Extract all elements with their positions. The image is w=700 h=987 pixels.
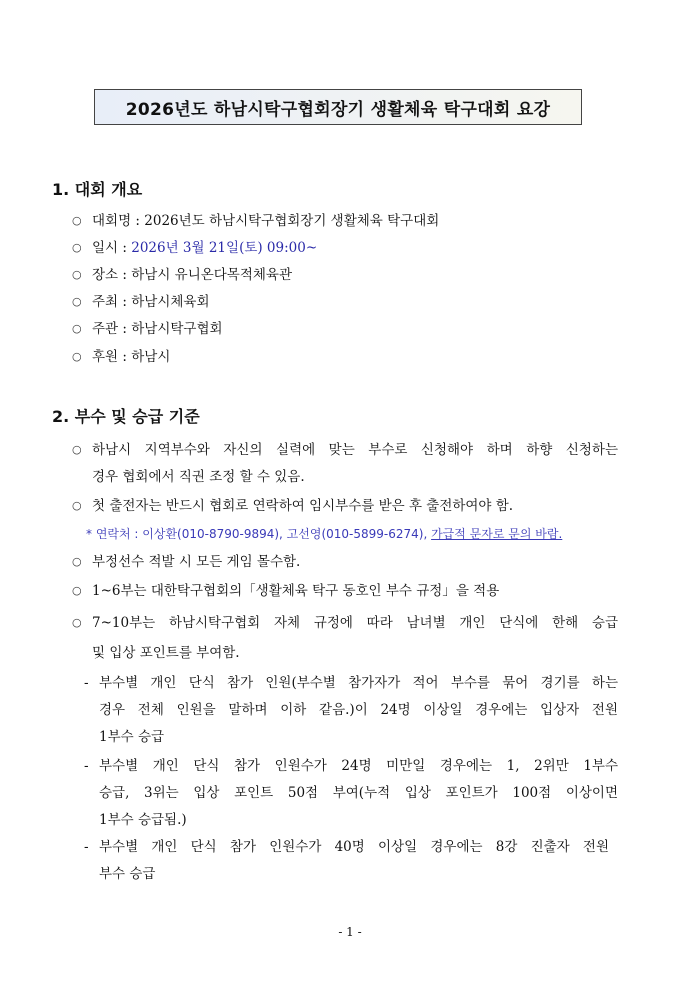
bullet-icon: ○ [72, 295, 82, 308]
dash-marker: - [84, 675, 89, 691]
document-title: 2026년도 하남시탁구협회장기 생활체육 탁구대회 요강 [94, 89, 582, 125]
bullet-icon: ○ [72, 584, 82, 597]
overview-item [92, 239, 317, 257]
paragraph-line: 하남시 지역부수와 자신의 실력에 맞는 부수로 신청해야 하며 하향 신청하는 [92, 442, 618, 458]
bullet-icon: ○ [72, 350, 82, 363]
contact-text: * 연락처 : 이상환(010-8790-9894), 고선영(010-5899-6274), [86, 527, 432, 541]
paragraph-line: 7~10부는 하남시탁구협회 자체 규정에 따라 남녀별 개인 단식에 한해 승급 [92, 615, 618, 631]
item-label: 일시 [92, 240, 119, 256]
item-label: 장소 [92, 267, 119, 283]
page-number: - 1 - [338, 925, 362, 939]
item-value: 2026년 3월 21일(토) 09:00~ [131, 240, 318, 256]
item-separator: : [131, 213, 145, 229]
contact-request: 가급적 문자로 문의 바람. [431, 527, 563, 541]
sub-item-line: 부수 승급 [99, 866, 156, 882]
item-separator: : [118, 240, 132, 256]
dash-marker: - [84, 839, 89, 855]
section2-heading: 2. 부수 및 승급 기준 [52, 407, 200, 426]
item-separator: : [118, 321, 132, 337]
overview-item [92, 266, 292, 284]
sub-item-line: 부수별 개인 단식 참가 인원수가 24명 미만일 경우에는 1, 2위만 1부수 [99, 758, 618, 774]
item-label: 주최 [92, 294, 119, 310]
bullet-icon: ○ [72, 616, 82, 629]
item-value: 하남시체육회 [131, 294, 210, 310]
overview-item [92, 348, 170, 366]
item-separator: : [118, 294, 132, 310]
paragraph-line: 경우 협회에서 직권 조정 할 수 있음. [92, 469, 305, 485]
item-separator: : [118, 349, 132, 365]
bullet-icon: ○ [72, 214, 82, 227]
bullet-icon: ○ [72, 499, 82, 512]
overview-item [92, 293, 209, 311]
sub-item-line: 부수별 개인 단식 참가 인원수가 40명 이상일 경우에는 8강 진출자 전원 [99, 839, 609, 855]
bullet-icon: ○ [72, 268, 82, 281]
paragraph-line: 및 입상 포인트를 부여함. [92, 645, 240, 661]
bullet-icon: ○ [72, 555, 82, 568]
item-value: 하남시 유니온다목적체육관 [131, 267, 293, 283]
sub-item-line: 경우 전체 인원을 말하며 이하 같음.)이 24명 이상일 경우에는 입상자 전원 [99, 702, 618, 718]
bullet-icon: ○ [72, 322, 82, 335]
bullet-icon: ○ [72, 241, 82, 254]
item-label: 후원 [92, 349, 119, 365]
overview-item [92, 320, 223, 338]
item-value: 하남시탁구협회 [131, 321, 223, 337]
sub-item-line: 승급, 3위는 입상 포인트 50점 부여(누적 입상 포인트가 100점 이상이면 [99, 785, 618, 801]
overview-item [92, 212, 439, 230]
item-label: 대회명 [92, 213, 132, 229]
item-value: 하남시 [131, 349, 171, 365]
sub-item-line: 부수별 개인 단식 참가 인원(부수별 참가자가 적어 부수를 묶어 경기를 하는 [99, 675, 618, 691]
paragraph-line: 부정선수 적발 시 모든 게임 몰수함. [92, 554, 301, 570]
paragraph-line: 1~6부는 대한탁구협회의「생활체육 탁구 동호인 부수 규정」을 적용 [92, 583, 500, 599]
item-value: 2026년도 하남시탁구협회장기 생활체육 탁구대회 [144, 213, 440, 229]
section1-heading: 1. 대회 개요 [52, 180, 143, 199]
sub-item-line: 1부수 승급 [99, 729, 165, 745]
item-label: 주관 [92, 321, 119, 337]
item-separator: : [118, 267, 132, 283]
sub-item-line: 1부수 승급됨.) [99, 812, 187, 828]
contact-note [86, 525, 562, 543]
bullet-icon: ○ [72, 443, 82, 456]
paragraph-line: 첫 출전자는 반드시 협회로 연락하여 임시부수를 받은 후 출전하여야 함. [92, 498, 514, 514]
dash-marker: - [84, 758, 89, 774]
